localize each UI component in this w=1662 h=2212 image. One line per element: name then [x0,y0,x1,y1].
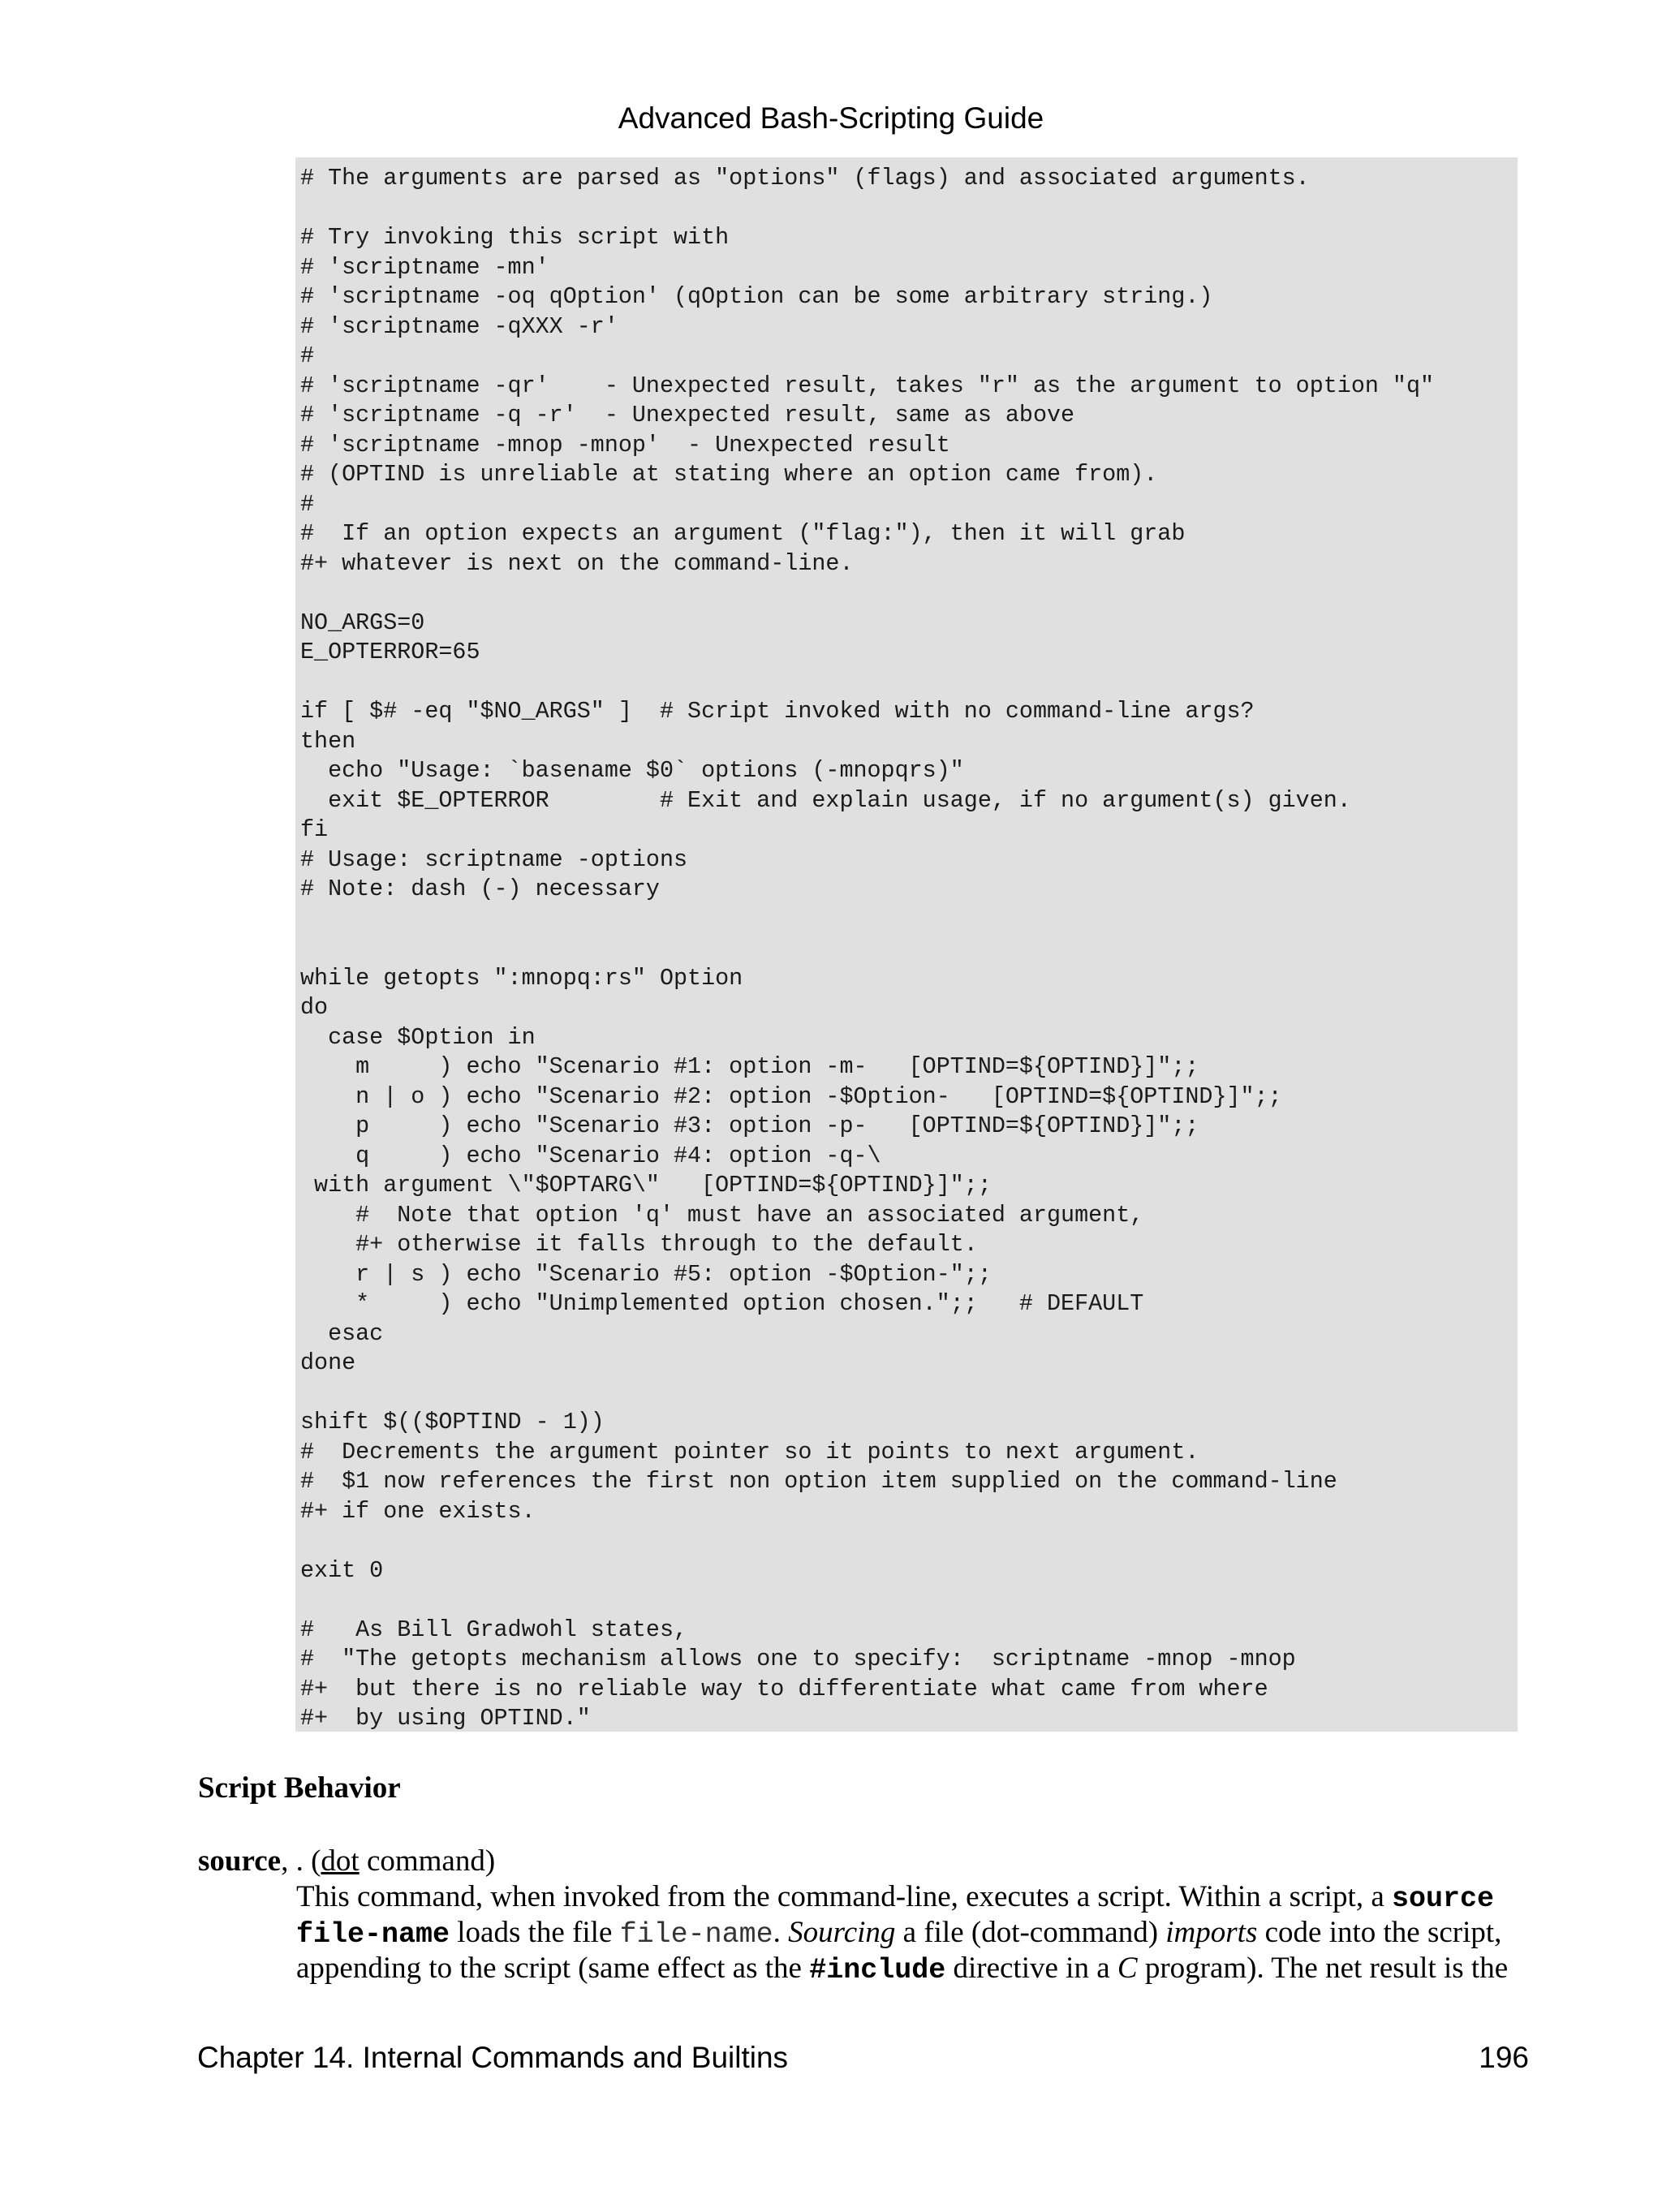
code-block: # The arguments are parsed as "options" (flags) and associated arguments. # Try invoking this script with # 'scriptname -mn' # 'scriptname -oq qOption' (qOption can be some arbitrary string.) # 'scriptname -qXXX -r' # # 'scriptname -qr' - Unexpected result, takes "r" as the argument to option "q" # 'scriptname -q -r' - Unexpected result, same as above # 'scriptname -mnop -mnop' - Unexpected result # (OPTIND is unreliable at stating where an option came from). # # If an option expects an argument ("flag:"), then it will grab #+ whatever is next on the command-line. NO_ARGS=0 E_OPTERROR=65 if [ $# -eq "$NO_ARGS" ] # Script invoked with no command-line args? then echo "Usage: `basename $0` options (-mnopqrs)" exit $E_OPTERROR # Exit and explain usage, if no argument(s) given. fi # Usage: scriptname -options # Note: dash (-) necessary while getopts ":mnopq:rs" Option do case $Option in m ) echo "Scenario #1: option -m- [OPTIND=${OPTIND}]";; n | o ) echo "Scenario #2: option -$Option- [OPTIND=${OPTIND}]";; p ) echo "Scenario #3: option -p- [OPTIND=${OPTIND}]";; q ) echo "Scenario #4: option -q-\ with argument \"$OPTARG\" [OPTIND=${OPTIND}]";; # Note that option 'q' must have an associated argument, #+ otherwise it falls through to the default. r | s ) echo "Scenario #5: option -$Option-";; * ) echo "Unimplemented option chosen.";; # DEFAULT esac done shift $(($OPTIND - 1)) # Decrements the argument pointer so it points to next argument. # $1 now references the first non option item supplied on the command-line #+ if one exists. exit 0 # As Bill Gradwohl states, # "The getopts mechanism allows one to specify: scriptname -mnop -mnop #+ but there is no reliable way to differentiate what came from where #+ by using OPTIND." [295,157,1518,1732]
dot-link[interactable]: dot [321,1844,360,1878]
term-source: source [198,1844,282,1878]
definition-line-3 [296,1951,1530,1986]
definition-paragraph [296,1879,1530,1986]
italic-imports: imports [1165,1916,1258,1949]
filename-literal: file-name [619,1918,773,1951]
line2-text-b: . [773,1916,789,1949]
line2-text-a: loads the file [450,1916,620,1949]
term-separator: , . ( [281,1844,321,1878]
running-header: Advanced Bash-Scripting Guide [618,101,1044,135]
definition-line-2 [296,1915,1530,1951]
italic-sourcing: Sourcing [788,1916,896,1949]
definition-line-1 [296,1879,1530,1915]
command-include: #include [809,1954,946,1986]
term-suffix: command) [359,1844,496,1878]
line1-text: This command, when invoked from the command-line, executes a script. Within a script, a [296,1880,1393,1913]
line2-text-d: code into the script, [1257,1916,1502,1949]
line3-text-c: program). The net result is the [1137,1952,1509,1985]
italic-c: C [1117,1952,1138,1985]
command-file-name: file-name [296,1918,450,1951]
glossary-term [198,1844,495,1879]
command-source: source [1392,1883,1495,1915]
line3-text-b: directive in a [945,1952,1117,1985]
line3-text-a: appending to the script (same effect as the [296,1952,810,1985]
line2-text-c: a file (dot-command) [895,1916,1166,1949]
footer-page-number: 196 [1479,2041,1529,2074]
footer-chapter: Chapter 14. Internal Commands and Builtins [197,2041,789,2074]
section-title: Script Behavior [198,1771,401,1805]
